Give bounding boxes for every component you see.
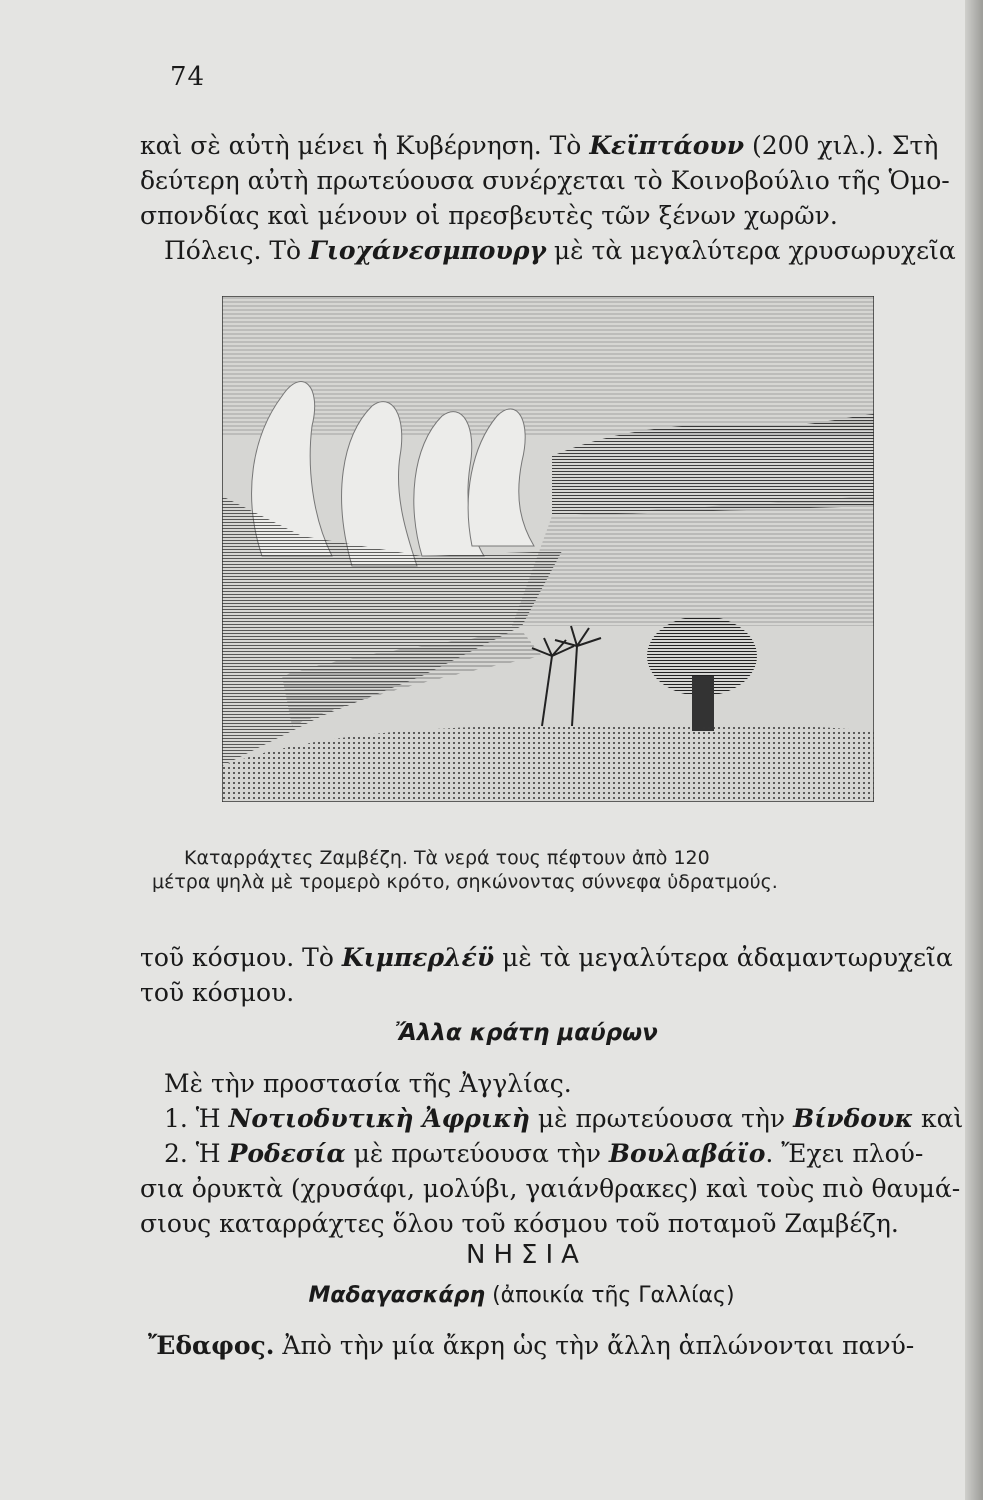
intro-paragraph [140, 128, 956, 268]
text-run: (200 χιλ.). Στὴ [744, 131, 939, 160]
text-run: μὲ πρωτεύουσα τὴν [345, 1139, 609, 1168]
intro-line-3: σπονδίας καὶ μένουν οἱ πρεσβευτὲς τῶν ξένων χωρῶν. [140, 201, 838, 230]
text-run: Τὸ [261, 236, 310, 265]
states-line-2 [140, 1101, 964, 1136]
soil-label: Ἔδαφος. [148, 1331, 275, 1360]
text-run: Ἀπὸ τὴν μία ἄκρη ὡς τὴν ἄλλη ἁπλώνονται πανύ- [274, 1331, 915, 1360]
place-name-rhodesia: Ροδεσία [228, 1139, 346, 1168]
place-name-windhoek: Βίνδουκ [793, 1104, 914, 1133]
intro-line-4 [140, 233, 956, 268]
madagascar-name: Μαδαγασκάρη [308, 1283, 486, 1308]
subheading-madagascar [0, 1283, 983, 1308]
states-line-1: Μὲ τὴν προστασία τῆς Ἀγγλίας. [164, 1069, 572, 1098]
text-run: 1. Ἡ [164, 1104, 229, 1133]
after-line-2: τοῦ κόσμου. [140, 978, 295, 1007]
states-line-5: σιους καταρράχτες ὅλου τοῦ κόσμου τοῦ ποταμοῦ Ζαμβέζη. [140, 1209, 899, 1238]
river-surface [512, 496, 874, 626]
caption-line-2: μέτρα ψηλὰ μὲ τρομερὸ κρότο, σηκώνοντας σύννεφα ὑδρατμούς. [152, 871, 778, 893]
states-line-4: σια ὀρυκτὰ (χρυσάφι, μολύβι, γαιάνθρακες) καὶ τοὺς πιὸ θαυμά- [140, 1174, 961, 1203]
intro-line-2: δεύτερη αὐτὴ πρωτεύουσα συνέρχεται τὸ Κοινοβούλιο τῆς Ὁμο- [140, 166, 950, 195]
soil-paragraph [140, 1328, 948, 1363]
place-name-johannesburg: Γιοχάνεσμπουργ [309, 236, 546, 265]
place-name-bulawayo: Βουλαβάϊο [608, 1139, 766, 1168]
baobab-tree-trunk [692, 676, 714, 731]
page-edge-shadow [965, 0, 983, 1500]
text-run: καὶ σὲ αὐτὴ μένει ἡ Κυβέρνηση. Τὸ [140, 131, 590, 160]
states-paragraph [140, 1066, 964, 1241]
text-run: 2. Ἡ [164, 1139, 229, 1168]
page-number: 74 [170, 62, 206, 92]
illustration-caption [152, 846, 924, 894]
states-line-3 [140, 1136, 948, 1171]
soil-line-1 [140, 1328, 948, 1363]
intro-line-1 [140, 128, 948, 163]
place-name-kimberley: Κιμπερλέϋ [341, 943, 495, 972]
victoria-falls-engraving [222, 296, 874, 802]
text-run: μὲ τὰ μεγαλύτερα χρυσωρυχεῖα [545, 236, 956, 265]
after-line-1 [140, 940, 953, 975]
text-run: μὲ πρωτεύουσα τὴν [529, 1104, 794, 1133]
section-heading-other-states: Ἄλλα κράτη μαύρων [395, 1020, 658, 1046]
text-run: μὲ τὰ μεγαλύτερα ἀδαμαντωρυχεῖα [494, 943, 953, 972]
cities-label: Πόλεις. [164, 236, 262, 265]
section-heading-islands: ΝΗΣΙΑ [466, 1240, 587, 1270]
place-name-capetown: Κεϊπτάουν [589, 131, 745, 160]
sky-hatching [222, 296, 874, 436]
text-run: . Ἔχει πλού- [765, 1139, 924, 1168]
text-run: τοῦ κόσμου. Τὸ [140, 943, 342, 972]
text-run: καὶ [913, 1104, 964, 1133]
place-name-southwest-africa: Νοτιοδυτικὴ Ἀφρικὴ [228, 1104, 530, 1133]
after-caption-paragraph [140, 940, 953, 1010]
caption-line-1: Καταρράχτες Ζαμβέζη. Τὰ νερά τους πέφτουν ἀπὸ 120 [184, 847, 710, 869]
madagascar-note: (ἀποικία τῆς Γαλλίας) [485, 1283, 735, 1308]
